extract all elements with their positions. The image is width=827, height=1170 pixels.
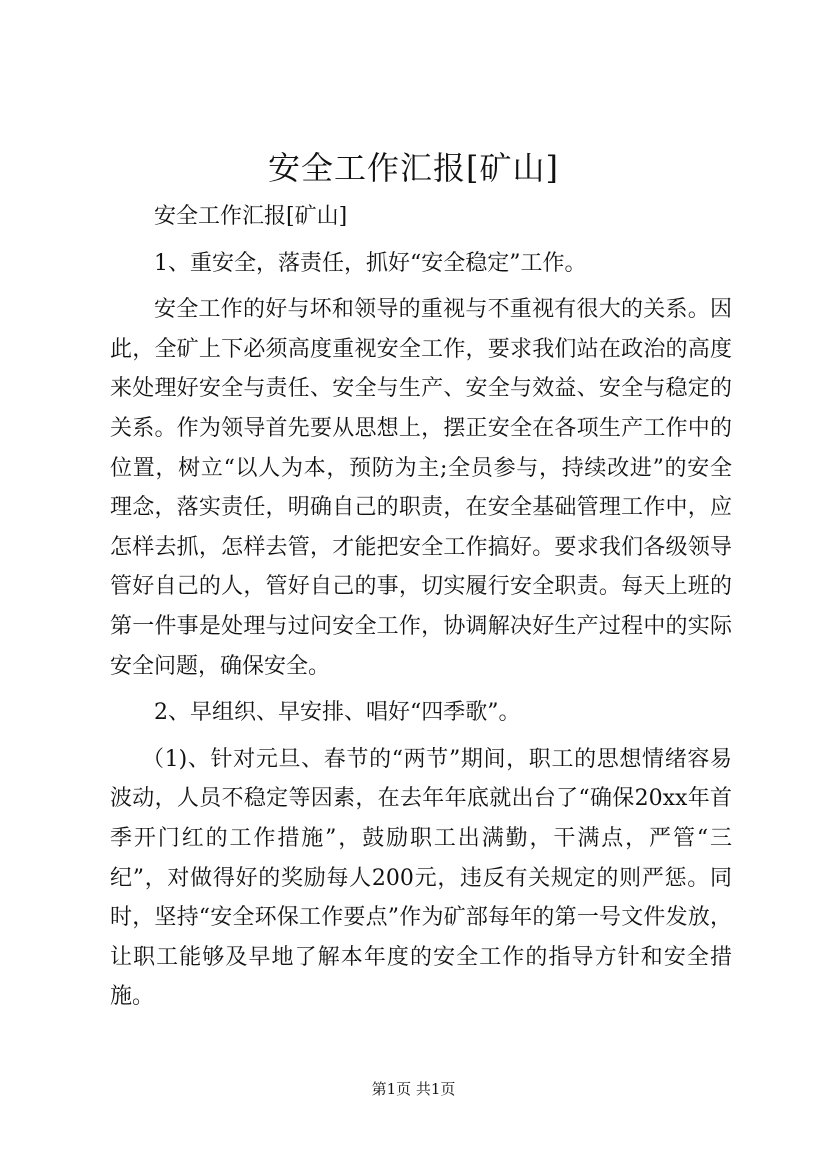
page-footer: 第1页 共1页 bbox=[371, 1080, 456, 1098]
document-body bbox=[110, 197, 732, 1024]
paragraph-body-1: 安全工作的好与坏和领导的重视与不重视有很大的关系。因此，全矿上下必须高度重视安全工作，要求我们站在政治的高度来处理好安全与责任、安全与生产、安全与效益、安全与稳定的关系。作为领导首先要从思想上，摆正安全在各项生产工作中的位置，树立“以人为本，预防为主;全员参与，持续改进”的安全理念，落实责任，明确自己的职责，在安全基础管理工作中，应怎样去抓，怎样去管，才能把安全工作搞好。要求我们各级领导管好自己的人，管好自己的事，切实履行安全职责。每天上班的第一件事是处理与过问安全工作，协调解决好生产过程中的实际安全问题，确保安全。 bbox=[110, 297, 732, 679]
paragraph-heading-1: 1、重安全，落责任，抓好“安全稳定”工作。 bbox=[154, 250, 587, 276]
document-title: 安全工作汇报[矿山] bbox=[268, 149, 559, 187]
paragraph-body-2: （1)、针对元旦、春节的“两节”期间，职工的思想情绪容易波动，人员不稳定等因素，在去年年底就出台了“确保20xx年首季开门红的工作措施”，鼓励职工出满勤，干满点，严管“三纪”，对做得好的奖励每人200元，违反有关规定的则严惩。同时，坚持“安全环保工作要点”作为矿部每年的第一号文件发放，让职工能够及早地了解本年度的安全工作的指导方针和安全措施。 bbox=[110, 746, 732, 1010]
paragraph-heading-2: 2、早组织、早安排、唱好“四季歌”。 bbox=[154, 700, 521, 726]
paragraph-subtitle: 安全工作汇报[矿山] bbox=[154, 204, 348, 229]
